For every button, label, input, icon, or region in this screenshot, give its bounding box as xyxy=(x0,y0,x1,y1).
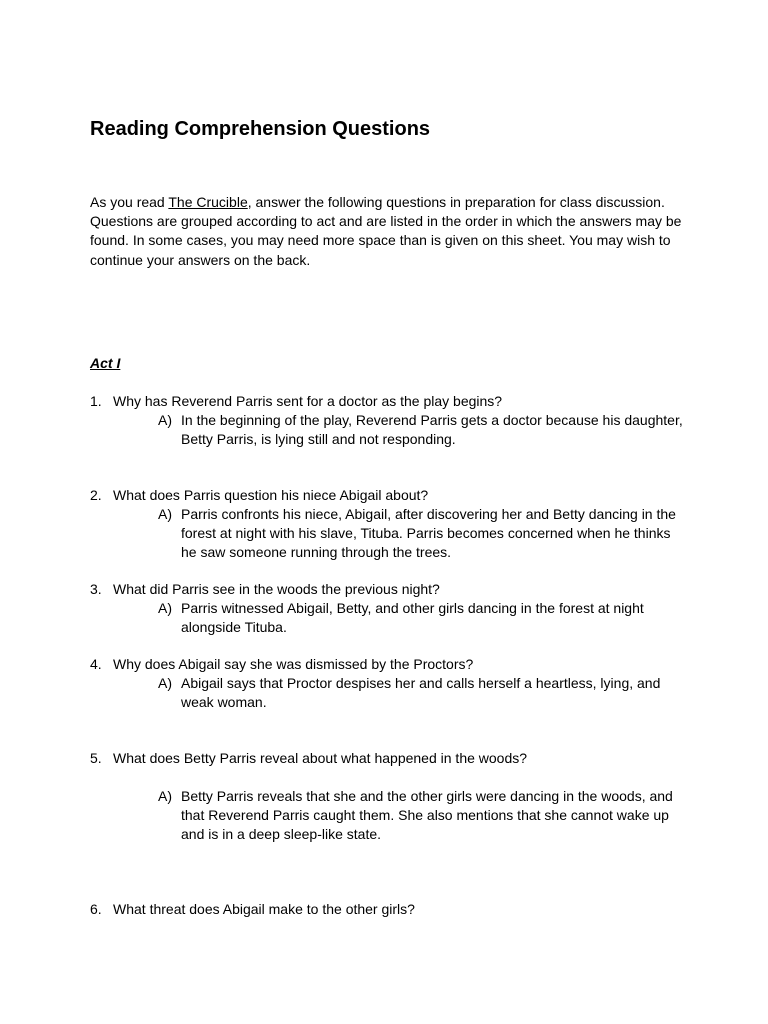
question-number: 4. xyxy=(90,656,102,672)
question-text: What does Parris question his niece Abigail about? xyxy=(113,487,429,503)
intro-paragraph xyxy=(90,193,690,270)
answer-letter: A) xyxy=(158,412,172,428)
answer-text: Parris witnessed Abigail, Betty, and other girls dancing in the forest at night alongside Tituba. xyxy=(181,600,644,635)
intro-text-before: As you read xyxy=(90,194,169,210)
answer-text: In the beginning of the play, Reverend Parris gets a doctor because his daughter, Betty Parris, is lying still and not responding. xyxy=(181,412,683,447)
answer-letter: A) xyxy=(158,675,172,691)
page-title: Reading Comprehension Questions xyxy=(90,118,431,140)
answer-letter: A) xyxy=(158,600,172,616)
question-text: Why does Abigail say she was dismissed by the Proctors? xyxy=(113,656,474,672)
book-title: The Crucible xyxy=(168,194,248,210)
question-number: 3. xyxy=(90,581,102,597)
question-number: 6. xyxy=(90,901,102,917)
question-text: Why has Reverend Parris sent for a doctor as the play begins? xyxy=(113,393,503,409)
question-text: What threat does Abigail make to the other girls? xyxy=(113,901,415,917)
question-number: 5. xyxy=(90,750,102,766)
answer-letter: A) xyxy=(158,506,172,522)
intro-text-after: , answer the following questions in preparation for class discussion. Questions are grouped according to act and are listed in the order in which the answers may be found. In some cases, you may need more space than is given on this sheet. You may wish to continue your answers on the back. xyxy=(90,194,682,268)
act-heading: Act I xyxy=(90,355,121,371)
question-number: 2. xyxy=(90,487,102,503)
question-text: What did Parris see in the woods the previous night? xyxy=(113,581,440,597)
answer-text: Abigail says that Proctor despises her and calls herself a heartless, lying, and weak woman. xyxy=(181,675,661,710)
question-text: What does Betty Parris reveal about what happened in the woods? xyxy=(113,750,528,766)
answer-text: Parris confronts his niece, Abigail, after discovering her and Betty dancing in the forest at night with his slave, Tituba. Parris becomes concerned when he thinks he saw someone running through the trees. xyxy=(181,506,676,560)
question-number: 1. xyxy=(90,393,102,409)
answer-text: Betty Parris reveals that she and the other girls were dancing in the woods, and that Reverend Parris caught them. She also mentions that she cannot wake up and is in a deep sleep-like state. xyxy=(181,788,673,842)
answer-letter: A) xyxy=(158,788,172,804)
